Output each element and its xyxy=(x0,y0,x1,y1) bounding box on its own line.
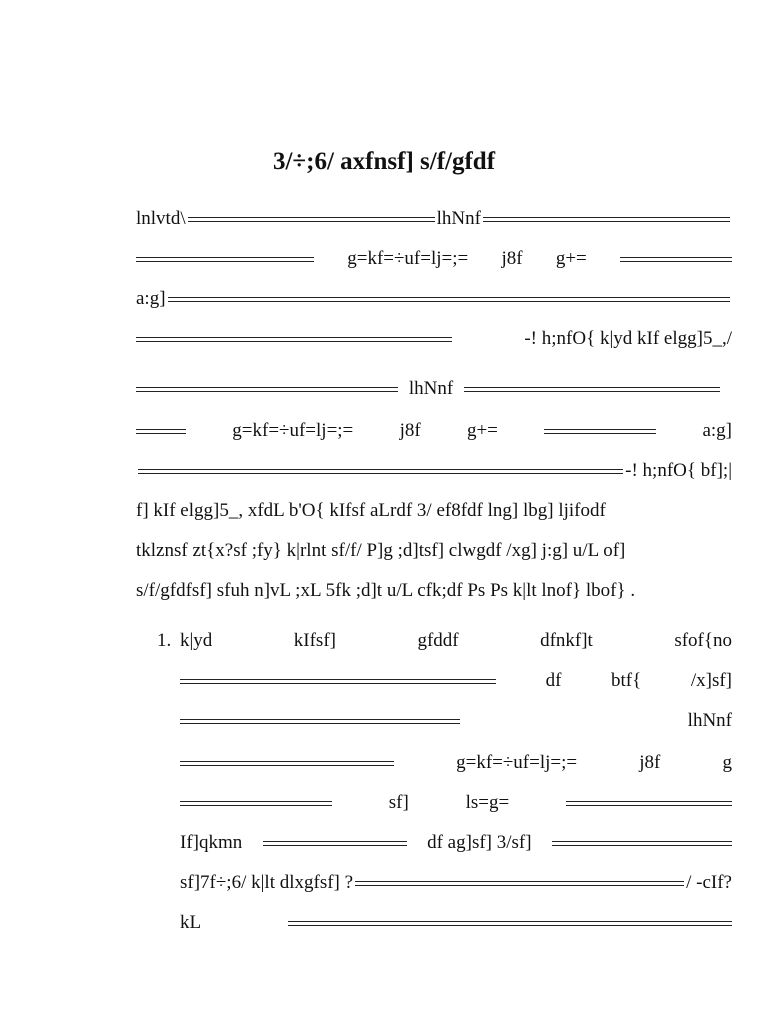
text-segment: sf] xyxy=(388,792,409,813)
text-segment: btf{ xyxy=(611,670,642,691)
list-item-line xyxy=(180,708,732,734)
blank-field-line xyxy=(136,429,186,434)
text-segment: lhNnf xyxy=(436,208,481,229)
text-line xyxy=(136,246,732,272)
text-line xyxy=(136,286,732,312)
blank-field-line xyxy=(263,841,407,846)
text-line xyxy=(136,418,732,444)
blank-field-line xyxy=(188,217,435,222)
text-segment: j8f xyxy=(639,752,661,773)
text-segment: j8f xyxy=(399,420,421,441)
blank-field-line xyxy=(464,387,720,392)
text-segment: -! h;nfO{ bf];| xyxy=(625,460,732,481)
document-title: 3/÷;6/ axfnsf] s/f/gfdf xyxy=(272,148,496,175)
text-segment: / -cIf? xyxy=(686,872,732,893)
text-segment: g=kf=÷uf=lj=;= xyxy=(232,420,354,441)
blank-field-line xyxy=(138,469,623,474)
blank-field-line xyxy=(180,719,460,724)
blank-field-line xyxy=(355,881,684,886)
text-segment: lnlvtd\ xyxy=(136,208,186,229)
text-line xyxy=(136,326,732,352)
blank-field-line xyxy=(136,257,314,262)
text-segment: ls=g= xyxy=(465,792,510,813)
blank-field-line xyxy=(180,801,332,806)
blank-field-line xyxy=(288,921,732,926)
list-item-line xyxy=(180,628,732,654)
text-line: f] kIf elgg]5_, xfdL b'O{ kIfsf aLrdf 3/ ef8fdf lng] lbg] ljifodf xyxy=(136,500,606,521)
list-item-line xyxy=(180,830,732,856)
blank-field-line xyxy=(136,337,452,342)
text-line: tklznsf zt{x?sf ;fy} k|rlnt sf/f/ P]g ;d]tsf] clwgdf /xg] j:g] u/L of] xyxy=(136,540,626,561)
blank-field-line xyxy=(544,429,656,434)
list-item-line xyxy=(180,750,732,776)
text-segment: lhNnf xyxy=(687,710,732,731)
list-item-line xyxy=(180,910,732,936)
text-segment: g+= xyxy=(466,420,498,441)
text-segment: sfof{no xyxy=(674,630,732,651)
blank-field-line xyxy=(552,841,732,846)
text-segment: df xyxy=(545,670,562,691)
text-segment: -! h;nfO{ k|yd kIf elgg]5_,/ xyxy=(524,328,732,349)
text-line xyxy=(136,458,732,484)
blank-field-line xyxy=(136,387,398,392)
text-segment: sf]7f÷;6/ k|lt dlxgfsf] ? xyxy=(180,872,354,893)
text-segment: /x]sf] xyxy=(690,670,732,691)
text-segment: g+= xyxy=(555,248,587,269)
list-number: 1. xyxy=(157,630,172,651)
text-segment: kL xyxy=(180,912,202,933)
text-segment: j8f xyxy=(501,248,523,269)
text-segment: g xyxy=(722,752,732,773)
blank-field-line xyxy=(566,801,732,806)
blank-field-line xyxy=(180,761,394,766)
list-item-line xyxy=(180,668,732,694)
text-segment: g=kf=÷uf=lj=;= xyxy=(347,248,469,269)
text-line xyxy=(136,206,732,232)
blank-field-line xyxy=(483,217,730,222)
list-item-line xyxy=(180,870,732,896)
text-segment: If]qkmn xyxy=(180,832,243,853)
text-segment: k|yd xyxy=(180,630,213,651)
text-segment: a:g] xyxy=(136,288,166,309)
blank-field-line xyxy=(180,679,496,684)
text-segment: lhNnf xyxy=(408,378,454,399)
blank-field-line xyxy=(620,257,732,262)
text-segment: gfddf xyxy=(417,630,459,651)
blank-field-line xyxy=(168,297,730,302)
text-line: s/f/gfdfsf] sfuh n]vL ;xL 5fk ;d]t u/L cfk;df Ps Ps k|lt lnof} lbof} . xyxy=(136,580,636,601)
text-segment: df ag]sf] 3/sf] xyxy=(427,832,532,853)
text-segment: g=kf=÷uf=lj=;= xyxy=(456,752,578,773)
text-segment: dfnkf]t xyxy=(540,630,593,651)
text-segment: kIfsf] xyxy=(293,630,336,651)
text-segment: a:g] xyxy=(702,420,732,441)
text-line xyxy=(136,376,732,402)
list-item-line xyxy=(180,790,732,816)
